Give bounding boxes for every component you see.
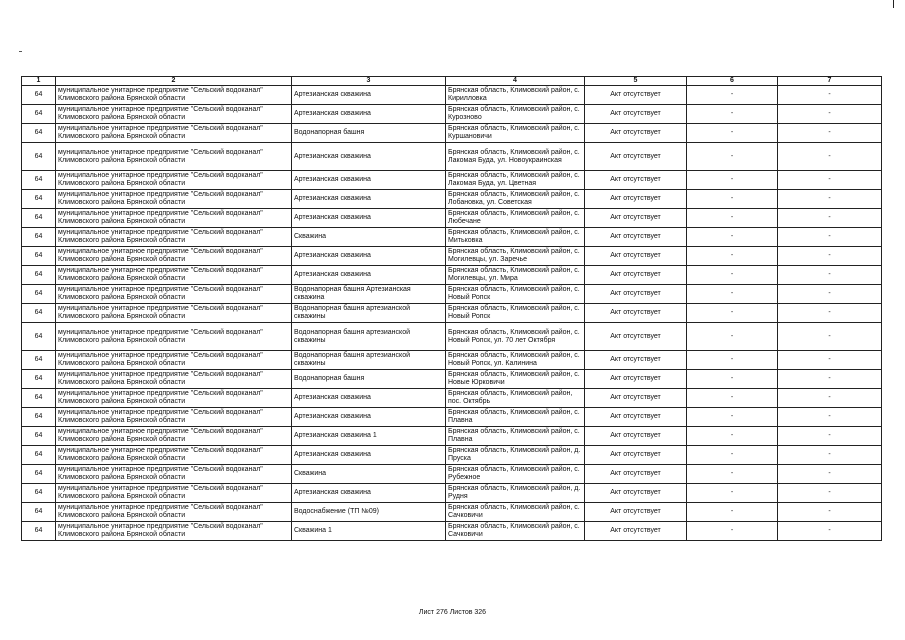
- col-header-3: 3: [292, 77, 446, 86]
- organization-cell: муниципальное унитарное предприятие "Сельский водоканал" Климовского района Брянской области: [56, 190, 292, 209]
- table-row: [22, 228, 882, 247]
- registry-table: [21, 76, 882, 541]
- col6-cell: -: [687, 503, 778, 522]
- object-cell: Артезианская скважина: [292, 171, 446, 190]
- address-cell: Брянская область, Климовский район, с. Любечане: [446, 209, 585, 228]
- col-header-5: 5: [585, 77, 687, 86]
- address-cell: Брянская область, Климовский район, пос. Октябрь: [446, 389, 585, 408]
- act-cell: Акт отсутствует: [585, 351, 687, 370]
- address-cell: Брянская область, Климовский район, с. Рубежное: [446, 465, 585, 484]
- organization-cell: муниципальное унитарное предприятие "Сельский водоканал" Климовского района Брянской области: [56, 285, 292, 304]
- organization-cell: муниципальное унитарное предприятие "Сельский водоканал" Климовского района Брянской области: [56, 522, 292, 541]
- col7-cell: -: [778, 266, 882, 285]
- object-cell: Артезианская скважина: [292, 86, 446, 105]
- table-row: [22, 389, 882, 408]
- row-number: 64: [22, 285, 56, 304]
- table-row: [22, 143, 882, 171]
- object-cell: Скважина: [292, 465, 446, 484]
- header-row: [22, 77, 882, 86]
- table-row: [22, 465, 882, 484]
- address-cell: Брянская область, Климовский район, с. Могилевцы, ул. Мира: [446, 266, 585, 285]
- table-row: [22, 209, 882, 228]
- col7-cell: -: [778, 228, 882, 247]
- col-header-4: 4: [446, 77, 585, 86]
- row-number: 64: [22, 503, 56, 522]
- col6-cell: -: [687, 86, 778, 105]
- act-cell: Акт отсутствует: [585, 143, 687, 171]
- organization-cell: муниципальное унитарное предприятие "Сельский водоканал" Климовского района Брянской области: [56, 143, 292, 171]
- col6-cell: -: [687, 446, 778, 465]
- organization-cell: муниципальное унитарное предприятие "Сельский водоканал" Климовского района Брянской области: [56, 484, 292, 503]
- act-cell: Акт отсутствует: [585, 285, 687, 304]
- object-cell: Артезианская скважина: [292, 105, 446, 124]
- col6-cell: -: [687, 285, 778, 304]
- row-number: 64: [22, 389, 56, 408]
- col7-cell: -: [778, 503, 882, 522]
- table-row: [22, 304, 882, 323]
- row-number: 64: [22, 86, 56, 105]
- address-cell: Брянская область, Климовский район, с. Новые Юрковичи: [446, 370, 585, 389]
- object-cell: Скважина 1: [292, 522, 446, 541]
- table-row: [22, 427, 882, 446]
- col7-cell: -: [778, 124, 882, 143]
- col7-cell: -: [778, 285, 882, 304]
- col7-cell: -: [778, 427, 882, 446]
- organization-cell: муниципальное унитарное предприятие "Сельский водоканал" Климовского района Брянской области: [56, 503, 292, 522]
- col6-cell: -: [687, 408, 778, 427]
- col6-cell: -: [687, 351, 778, 370]
- col6-cell: -: [687, 171, 778, 190]
- address-cell: Брянская область, Климовский район, с. Лобановка, ул. Советская: [446, 190, 585, 209]
- table-row: [22, 190, 882, 209]
- table-row: [22, 171, 882, 190]
- col7-cell: -: [778, 408, 882, 427]
- row-number: 64: [22, 351, 56, 370]
- col6-cell: -: [687, 522, 778, 541]
- act-cell: Акт отсутствует: [585, 370, 687, 389]
- col6-cell: -: [687, 266, 778, 285]
- col7-cell: -: [778, 247, 882, 266]
- col6-cell: -: [687, 304, 778, 323]
- table-row: [22, 285, 882, 304]
- table-row: [22, 351, 882, 370]
- row-number: 64: [22, 143, 56, 171]
- organization-cell: муниципальное унитарное предприятие "Сельский водоканал" Климовского района Брянской области: [56, 465, 292, 484]
- row-number: 64: [22, 408, 56, 427]
- object-cell: Артезианская скважина: [292, 190, 446, 209]
- col-header-6: 6: [687, 77, 778, 86]
- address-cell: Брянская область, Климовский район, д. Рудня: [446, 484, 585, 503]
- col7-cell: -: [778, 484, 882, 503]
- col6-cell: -: [687, 228, 778, 247]
- row-number: 64: [22, 247, 56, 266]
- object-cell: Водонапорная башня артезианской скважины: [292, 351, 446, 370]
- row-number: 64: [22, 465, 56, 484]
- col-header-1: 1: [22, 77, 56, 86]
- organization-cell: муниципальное унитарное предприятие "Сельский водоканал" Климовского района Брянской области: [56, 209, 292, 228]
- col7-cell: -: [778, 351, 882, 370]
- col7-cell: -: [778, 446, 882, 465]
- table-row: [22, 323, 882, 351]
- table-row: [22, 124, 882, 143]
- organization-cell: муниципальное унитарное предприятие "Сельский водоканал" Климовского района Брянской области: [56, 228, 292, 247]
- col6-cell: -: [687, 124, 778, 143]
- edge-mark: [893, 0, 894, 8]
- organization-cell: муниципальное унитарное предприятие "Сельский водоканал" Климовского района Брянской области: [56, 389, 292, 408]
- object-cell: Артезианская скважина: [292, 446, 446, 465]
- object-cell: Водонапорная башня Артезианская скважина: [292, 285, 446, 304]
- row-number: 64: [22, 124, 56, 143]
- object-cell: Артезианская скважина: [292, 209, 446, 228]
- object-cell: Артезианская скважина: [292, 247, 446, 266]
- object-cell: Водонапорная башня артезианской скважины: [292, 323, 446, 351]
- organization-cell: муниципальное унитарное предприятие "Сельский водоканал" Климовского района Брянской области: [56, 427, 292, 446]
- table-row: [22, 266, 882, 285]
- table-row: [22, 408, 882, 427]
- col7-cell: -: [778, 389, 882, 408]
- col6-cell: -: [687, 427, 778, 446]
- address-cell: Брянская область, Климовский район, с. Новый Ропск: [446, 285, 585, 304]
- col7-cell: -: [778, 370, 882, 389]
- row-number: 64: [22, 171, 56, 190]
- col6-cell: -: [687, 143, 778, 171]
- table-row: [22, 446, 882, 465]
- row-number: 64: [22, 266, 56, 285]
- organization-cell: муниципальное унитарное предприятие "Сельский водоканал" Климовского района Брянской области: [56, 304, 292, 323]
- act-cell: Акт отсутствует: [585, 171, 687, 190]
- row-number: 64: [22, 323, 56, 351]
- act-cell: Акт отсутствует: [585, 427, 687, 446]
- organization-cell: муниципальное унитарное предприятие "Сельский водоканал" Климовского района Брянской области: [56, 124, 292, 143]
- object-cell: Артезианская скважина 1: [292, 427, 446, 446]
- address-cell: Брянская область, Климовский район, д. Пруска: [446, 446, 585, 465]
- table-row: [22, 105, 882, 124]
- act-cell: Акт отсутствует: [585, 266, 687, 285]
- object-cell: Скважина: [292, 228, 446, 247]
- object-cell: Артезианская скважина: [292, 408, 446, 427]
- organization-cell: муниципальное унитарное предприятие "Сельский водоканал" Климовского района Брянской области: [56, 247, 292, 266]
- act-cell: Акт отсутствует: [585, 446, 687, 465]
- act-cell: Акт отсутствует: [585, 484, 687, 503]
- organization-cell: муниципальное унитарное предприятие "Сельский водоканал" Климовского района Брянской области: [56, 86, 292, 105]
- row-number: 64: [22, 105, 56, 124]
- table-row: [22, 86, 882, 105]
- object-cell: Артезианская скважина: [292, 266, 446, 285]
- address-cell: Брянская область, Климовский район, с. Новый Ропск: [446, 304, 585, 323]
- row-number: 64: [22, 522, 56, 541]
- col7-cell: -: [778, 105, 882, 124]
- address-cell: Брянская область, Климовский район, с. Курозново: [446, 105, 585, 124]
- table-row: [22, 247, 882, 266]
- col6-cell: -: [687, 323, 778, 351]
- col6-cell: -: [687, 209, 778, 228]
- address-cell: Брянская область, Климовский район, с. Новый Ропск, ул. Калинина: [446, 351, 585, 370]
- col7-cell: -: [778, 171, 882, 190]
- col6-cell: -: [687, 389, 778, 408]
- organization-cell: муниципальное унитарное предприятие "Сельский водоканал" Климовского района Брянской области: [56, 370, 292, 389]
- organization-cell: муниципальное унитарное предприятие "Сельский водоканал" Климовского района Брянской области: [56, 408, 292, 427]
- col6-cell: -: [687, 247, 778, 266]
- object-cell: Водонапорная башня: [292, 124, 446, 143]
- col7-cell: -: [778, 304, 882, 323]
- address-cell: Брянская область, Климовский район, с. Сачковичи: [446, 522, 585, 541]
- col7-cell: -: [778, 86, 882, 105]
- row-number: 64: [22, 370, 56, 389]
- table-row: [22, 370, 882, 389]
- col6-cell: -: [687, 190, 778, 209]
- row-number: 64: [22, 484, 56, 503]
- act-cell: Акт отсутствует: [585, 124, 687, 143]
- col7-cell: -: [778, 522, 882, 541]
- object-cell: Водонапорная башня: [292, 370, 446, 389]
- act-cell: Акт отсутствует: [585, 522, 687, 541]
- row-number: 64: [22, 304, 56, 323]
- object-cell: Водонапорная башня артезианской скважины: [292, 304, 446, 323]
- table-row: [22, 484, 882, 503]
- act-cell: Акт отсутствует: [585, 323, 687, 351]
- organization-cell: муниципальное унитарное предприятие "Сельский водоканал" Климовского района Брянской области: [56, 171, 292, 190]
- act-cell: Акт отсутствует: [585, 304, 687, 323]
- address-cell: Брянская область, Климовский район, с. Куршановичи: [446, 124, 585, 143]
- act-cell: Акт отсутствует: [585, 465, 687, 484]
- col7-cell: -: [778, 323, 882, 351]
- col6-cell: -: [687, 484, 778, 503]
- act-cell: Акт отсутствует: [585, 503, 687, 522]
- address-cell: Брянская область, Климовский район, с. Лакомая Буда, ул. Цветная: [446, 171, 585, 190]
- col6-cell: -: [687, 105, 778, 124]
- address-cell: Брянская область, Климовский район, с. Сачковичи: [446, 503, 585, 522]
- object-cell: Артезианская скважина: [292, 484, 446, 503]
- act-cell: Акт отсутствует: [585, 190, 687, 209]
- row-number: 64: [22, 209, 56, 228]
- row-number: 64: [22, 228, 56, 247]
- address-cell: Брянская область, Климовский район, с. Плавна: [446, 408, 585, 427]
- act-cell: Акт отсутствует: [585, 389, 687, 408]
- address-cell: Брянская область, Климовский район, с. Новый Ропск, ул. 70 лет Октября: [446, 323, 585, 351]
- table-row: [22, 522, 882, 541]
- act-cell: Акт отсутствует: [585, 209, 687, 228]
- scan-mark: [19, 51, 22, 52]
- row-number: 64: [22, 427, 56, 446]
- col7-cell: -: [778, 143, 882, 171]
- object-cell: Водоснабжение (ТП №09): [292, 503, 446, 522]
- act-cell: Акт отсутствует: [585, 408, 687, 427]
- address-cell: Брянская область, Климовский район, с. Могилевцы, ул. Заречье: [446, 247, 585, 266]
- row-number: 64: [22, 190, 56, 209]
- object-cell: Артезианская скважина: [292, 143, 446, 171]
- address-cell: Брянская область, Климовский район, с. Плавна: [446, 427, 585, 446]
- col7-cell: -: [778, 190, 882, 209]
- object-cell: Артезианская скважина: [292, 389, 446, 408]
- page-footer: Лист 276 Листов 326: [418, 609, 487, 616]
- organization-cell: муниципальное унитарное предприятие "Сельский водоканал" Климовского района Брянской области: [56, 323, 292, 351]
- row-number: 64: [22, 446, 56, 465]
- table-row: [22, 503, 882, 522]
- act-cell: Акт отсутствует: [585, 228, 687, 247]
- col7-cell: -: [778, 209, 882, 228]
- col-header-2: 2: [56, 77, 292, 86]
- organization-cell: муниципальное унитарное предприятие "Сельский водоканал" Климовского района Брянской области: [56, 266, 292, 285]
- organization-cell: муниципальное унитарное предприятие "Сельский водоканал" Климовского района Брянской области: [56, 105, 292, 124]
- act-cell: Акт отсутствует: [585, 247, 687, 266]
- col6-cell: -: [687, 370, 778, 389]
- act-cell: Акт отсутствует: [585, 105, 687, 124]
- organization-cell: муниципальное унитарное предприятие "Сельский водоканал" Климовского района Брянской области: [56, 351, 292, 370]
- col6-cell: -: [687, 465, 778, 484]
- organization-cell: муниципальное унитарное предприятие "Сельский водоканал" Климовского района Брянской области: [56, 446, 292, 465]
- col-header-7: 7: [778, 77, 882, 86]
- act-cell: Акт отсутствует: [585, 86, 687, 105]
- address-cell: Брянская область, Климовский район, с. Кирилловка: [446, 86, 585, 105]
- address-cell: Брянская область, Климовский район, с. Лакомая Буда, ул. Новоукраинская: [446, 143, 585, 171]
- address-cell: Брянская область, Климовский район, с. Митьковка: [446, 228, 585, 247]
- col7-cell: -: [778, 465, 882, 484]
